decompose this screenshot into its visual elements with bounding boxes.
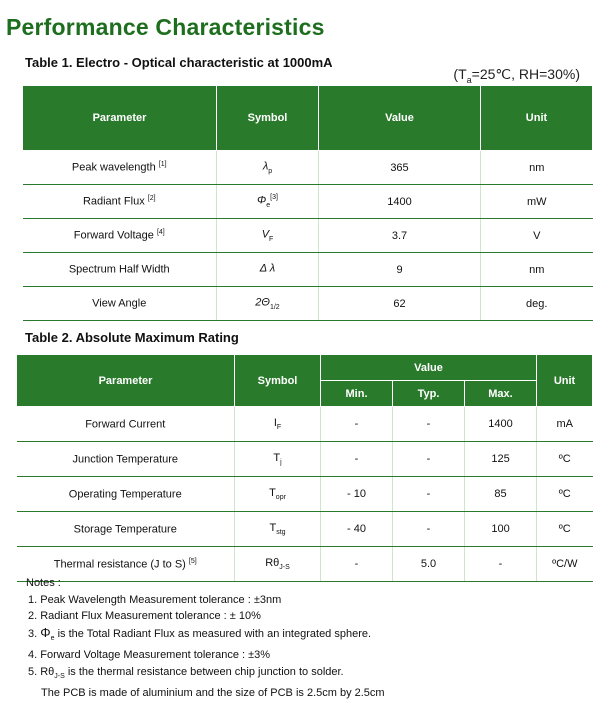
electro-optical-table [22, 85, 593, 321]
param-cell: Forward Current [17, 407, 235, 442]
table-row [23, 253, 593, 287]
header-unit: Unit [537, 355, 593, 407]
absolute-max-rating-table [16, 354, 593, 582]
min-cell: - 10 [321, 477, 393, 512]
unit-cell: nm [481, 253, 593, 287]
symbol-cell: Δ λ [217, 253, 319, 287]
table1-title: Table 1. Electro - Optical characteristic at 1000mA [25, 55, 333, 70]
value-cell: 9 [319, 253, 481, 287]
symbol-cell: $I_F$ [235, 407, 321, 442]
symbol-cell: $2\Theta_{1/2}$ [217, 287, 319, 321]
min-cell: - 40 [321, 512, 393, 547]
table-row [17, 442, 593, 477]
table-row [23, 219, 593, 253]
notes-section [26, 575, 586, 702]
param-cell: Forward Voltage [4] [23, 219, 217, 253]
typ-cell: 5.0 [393, 547, 465, 582]
header-parameter: Parameter [23, 86, 217, 151]
note-2: 2. Radiant Flux Measurement tolerance : ± 10% [28, 610, 261, 622]
symbol-cell: $T_{opr}$ [235, 477, 321, 512]
table-header-row [23, 86, 593, 151]
value-cell: 62 [319, 287, 481, 321]
typ-cell: - [393, 512, 465, 547]
param-cell: Storage Temperature [17, 512, 235, 547]
table-row [17, 512, 593, 547]
value-cell: 365 [319, 151, 481, 185]
table-header-row [17, 355, 593, 381]
note-1: 1. Peak Wavelength Measurement tolerance : ±3nm [28, 593, 282, 606]
min-cell: - [321, 547, 393, 582]
unit-cell: mA [537, 407, 593, 442]
note-3: 3. $\Phi_e$ is the Total Radiant Flux as measured with an integrated sphere. [28, 624, 372, 642]
header-parameter: Parameter [17, 355, 235, 407]
symbol-cell: $T_{stg}$ [235, 512, 321, 547]
symbol-cell: $R\theta_{J-S}$ [235, 547, 321, 582]
param-cell: Thermal resistance (J to S) [5] [17, 547, 235, 582]
table-row [23, 185, 593, 219]
param-cell: Operating Temperature [17, 477, 235, 512]
note-5-line-2: The PCB is made of aluminium and the size of PCB is 2.5cm by 2.5cm [41, 687, 385, 700]
max-cell: 100 [465, 512, 537, 547]
typ-cell: - [393, 407, 465, 442]
symbol-cell: $V_F$ [217, 219, 319, 253]
param-cell: Junction Temperature [17, 442, 235, 477]
min-cell: - [321, 407, 393, 442]
unit-cell: mW [481, 185, 593, 219]
table1-conditions: ($T_a=25℃$, RH=30%) [453, 66, 580, 85]
max-cell: 85 [465, 477, 537, 512]
table-row [17, 477, 593, 512]
unit-cell: deg. [481, 287, 593, 321]
header-max: Max. [465, 381, 537, 407]
header-typ: Typ. [393, 381, 465, 407]
typ-cell: - [393, 442, 465, 477]
header-value: Value [319, 86, 481, 151]
param-cell: Radiant Flux [2] [23, 185, 217, 219]
table-row [23, 151, 593, 185]
param-cell: Peak wavelength [1] [23, 151, 217, 185]
header-min: Min. [321, 381, 393, 407]
min-cell: - [321, 442, 393, 477]
unit-cell: ºC [537, 512, 593, 547]
header-unit: Unit [481, 86, 593, 151]
notes-heading: Notes : [26, 577, 61, 589]
typ-cell: - [393, 477, 465, 512]
value-cell: 3.7 [319, 219, 481, 253]
unit-cell: ºC [537, 442, 593, 477]
header-value: Value [321, 355, 537, 381]
symbol-cell: $\lambda_p$ [217, 151, 319, 185]
table-row [23, 287, 593, 321]
header-symbol: Symbol [217, 86, 319, 151]
param-cell: View Angle [23, 287, 217, 321]
table-row [17, 407, 593, 442]
param-cell: Spectrum Half Width [23, 253, 217, 287]
symbol-cell: $T_j$ [235, 442, 321, 477]
unit-cell: V [481, 219, 593, 253]
note-5: 5. $R\theta_{J-S}$ is the thermal resistance between chip junction to solder. [28, 665, 344, 680]
max-cell: 1400 [465, 407, 537, 442]
symbol-cell: $\Phi_e[3]$ [217, 185, 319, 219]
unit-cell: nm [481, 151, 593, 185]
header-symbol: Symbol [235, 355, 321, 407]
unit-cell: ºC [537, 477, 593, 512]
note-4: 4. Forward Voltage Measurement tolerance : ±3% [28, 649, 271, 662]
max-cell: 125 [465, 442, 537, 477]
value-cell: 1400 [319, 185, 481, 219]
unit-cell: ºC/W [537, 547, 593, 582]
page-title: Performance Characteristics [6, 14, 325, 40]
table2-title: Table 2. Absolute Maximum Rating [25, 330, 239, 345]
max-cell: - [465, 547, 537, 582]
